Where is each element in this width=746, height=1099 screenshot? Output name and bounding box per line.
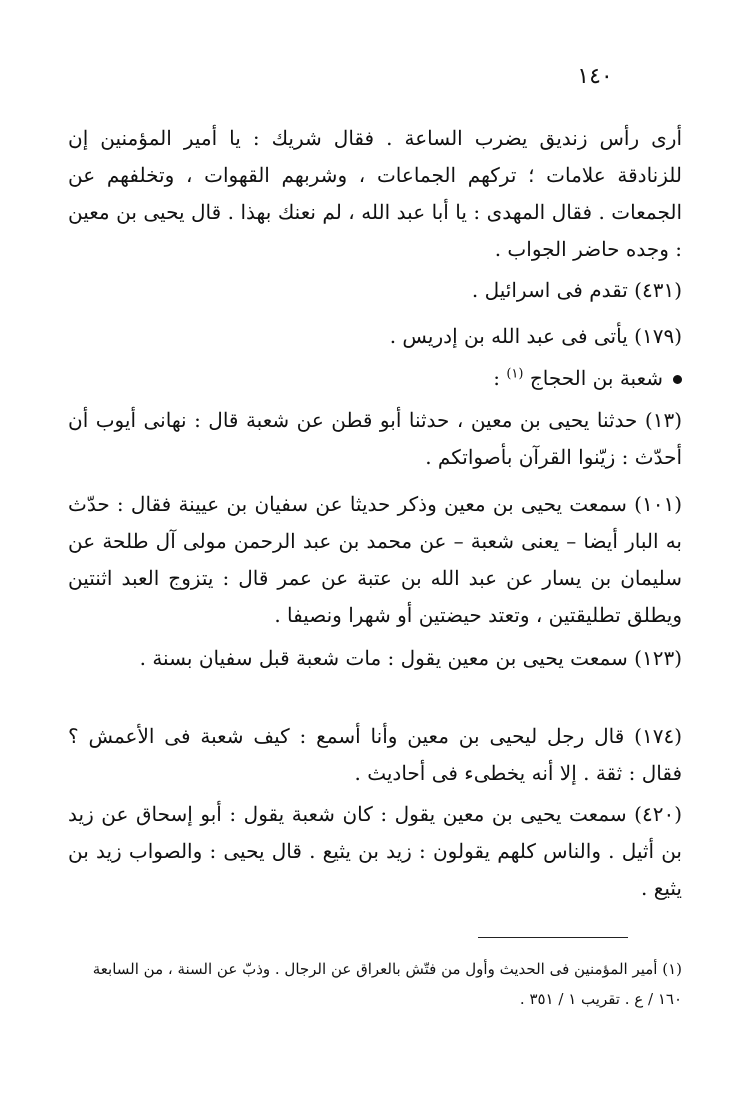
footnote-reference: (١)	[506, 366, 524, 382]
cross-reference-431: (٤٣١) تقدم فى اسرائيل .	[471, 278, 682, 302]
cross-reference-179: (١٧٩) يأتى فى عبد الله بن إدريس .	[389, 324, 682, 348]
narration-13: (١٣) حدثنا يحيى بن معين ، حدثنا أبو قطن عن شعبة قال : نهانى أيوب أن أحدّث : زيّنوا القرآن بأصواتكم .	[68, 408, 682, 469]
narration-123: (١٢٣) سمعت يحيى بن معين يقول : مات شعبة قبل سفيان بسنة .	[139, 646, 682, 670]
narration-101: (١٠١) سمعت يحيى بن معين وذكر حديثا عن سفيان بن عيينة فقال : حدّث به البار أيضا – يعنى شعبة – عن محمد بن عبد الرحمن مولى آل طلحة عن سليمان بن يسار عن عبد الله بن عتبة عن عمر قال : يتزوج العبد اثنتين ويطلق تطليقتين ، وتعتد حيضتين أو شهرا ونصيفا .	[68, 492, 682, 627]
heading-colon: :	[493, 366, 500, 390]
section-heading	[68, 360, 682, 397]
footnote-divider	[478, 937, 628, 938]
paragraph-continuation: أرى رأس زنديق يضرب الساعة . فقال شريك : يا أمير المؤمنين إن للزنادقة علامات ؛ تركهم الجماعات ، وشربهم القهوات ، وتخلفهم عن الجمعات . فقال المهدى : يا أبا عبد الله ، لم نعنك بهذا . قال يحيى بن معين : وجده حاضر الجواب .	[68, 126, 682, 261]
narration-174: (١٧٤) قال رجل ليحيى بن معين وأنا أسمع : كيف شعبة فى الأعمش ؟ فقال : ثقة . إلا أنه يخطىء فى أحاديث .	[68, 724, 682, 785]
bullet-icon	[673, 375, 682, 384]
narration-420: (٤٢٠) سمعت يحيى بن معين يقول : كان شعبة يقول : أبو إسحاق عن زيد بن أثيل . والناس كلهم يقولون : زيد بن يثيع . قال يحيى : والصواب زيد بن يثيع .	[68, 802, 682, 900]
heading-name: شعبة بن الحجاج	[529, 366, 663, 390]
footnote-text: (١) أمير المؤمنين فى الحديث وأول من فتّش بالعراق عن الرجال . وذبّ عن السنة ، من السابعة ١٦٠ / ع . تقريب ١ / ٣٥١ .	[92, 960, 682, 1008]
page-number: ١٤٠	[577, 64, 613, 89]
